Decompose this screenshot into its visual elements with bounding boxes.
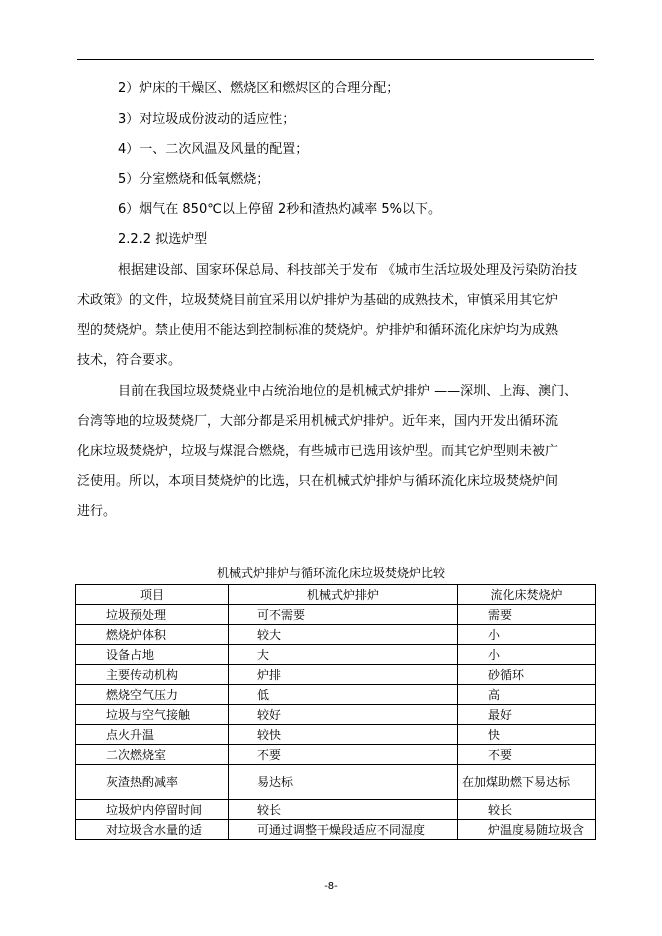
table-cell: 可通过调整干燥段适应不同湿度	[229, 820, 458, 840]
table-cell: 砂循环	[458, 665, 596, 685]
table-cell: 炉温度易随垃圾含	[458, 820, 596, 840]
table-header-cell: 项目	[76, 585, 229, 605]
section-heading: 2.2.2 拟选炉型	[118, 232, 208, 247]
table-cell: 可不需要	[229, 605, 458, 625]
table-cell: 主要传动机构	[76, 665, 229, 685]
table-row	[76, 705, 596, 725]
list-item: 5）分室燃烧和低氧燃烧；	[118, 172, 270, 187]
table-row	[76, 800, 596, 820]
table-cell: 二次燃烧室	[76, 745, 229, 765]
table-row	[76, 605, 596, 625]
paragraph-line: 技术，符合要求。	[77, 353, 182, 368]
table-cell: 大	[229, 645, 458, 665]
table-header-cell: 流化床焚烧炉	[458, 585, 596, 605]
table-cell: 点火升温	[76, 725, 229, 745]
paragraph-line: 术政策》的文件，垃圾焚烧目前宜采用以炉排炉为基础的成熟技术，审慎采用其它炉	[77, 293, 559, 308]
table-cell: 垃圾炉内停留时间	[76, 800, 229, 820]
table-header-cell: 机械式炉排炉	[229, 585, 458, 605]
paragraph-line: 型的焚烧炉。禁止使用不能达到控制标准的焚烧炉。炉排炉和循环流化床炉均为成熟	[77, 323, 559, 338]
table-cell: 灰渣热酌减率	[76, 765, 229, 800]
table-cell: 对垃圾含水量的适	[76, 820, 229, 840]
paragraph-line: 台湾等地的垃圾焚烧厂，大部分都是采用机械式炉排炉。近年来，国内开发出循环流	[77, 414, 559, 429]
table-row	[76, 745, 596, 765]
table-row	[76, 625, 596, 645]
table-row	[76, 765, 596, 800]
table-cell: 较长	[458, 800, 596, 820]
table-cell: 垃圾预处理	[76, 605, 229, 625]
header-rule	[77, 59, 594, 60]
table-cell: 快	[458, 725, 596, 745]
paragraph-line: 进行。	[77, 504, 117, 519]
table-cell: 燃烧炉体积	[76, 625, 229, 645]
table-header-row	[76, 585, 596, 605]
table-cell: 较快	[229, 725, 458, 745]
table-cell: 易达标	[229, 765, 458, 800]
paragraph-line: 根据建设部、国家环保总局、科技部关于发布 《城市生活垃圾处理及污染防治技	[118, 263, 578, 278]
table-cell: 不要	[458, 745, 596, 765]
table-cell: 燃烧空气压力	[76, 685, 229, 705]
comparison-table	[75, 584, 596, 840]
table-cell: 高	[458, 685, 596, 705]
table-cell: 小	[458, 625, 596, 645]
table-row	[76, 725, 596, 745]
table-cell: 不要	[229, 745, 458, 765]
table-row	[76, 685, 596, 705]
page-number: -8-	[324, 881, 338, 892]
table-cell: 低	[229, 685, 458, 705]
table-cell: 设备占地	[76, 645, 229, 665]
table-cell: 较大	[229, 625, 458, 645]
table-caption: 机械式炉排炉与循环流化床垃圾焚烧炉比较	[216, 566, 445, 580]
paragraph-line: 目前在我国垃圾焚烧业中占统治地位的是机械式炉排炉 ——深圳、上海、澳门、	[118, 384, 578, 399]
paragraph-line: 泛使用。所以，本项目焚烧炉的比选，只在机械式炉排炉与循环流化床垃圾焚烧炉间	[77, 474, 559, 489]
table-cell: 垃圾与空气接触	[76, 705, 229, 725]
table-cell: 小	[458, 645, 596, 665]
table-row	[76, 665, 596, 685]
paragraph-line: 化床垃圾焚烧炉，垃圾与煤混合燃烧，有些城市已选用该炉型。而其它炉型则未被广	[77, 444, 559, 459]
list-item: 4）一、二次风温及风量的配置；	[118, 142, 309, 157]
list-item: 2）炉床的干燥区、燃烧区和燃烬区的合理分配；	[118, 81, 400, 96]
table-cell: 需要	[458, 605, 596, 625]
table-cell: 最好	[458, 705, 596, 725]
table-cell: 炉排	[229, 665, 458, 685]
table-row	[76, 645, 596, 665]
table-cell: 较好	[229, 705, 458, 725]
table-row	[76, 820, 596, 840]
table-cell: 较长	[229, 800, 458, 820]
list-item: 6）烟气在 850℃以上停留 2秒和渣热灼减率 5%以下。	[118, 202, 441, 217]
table-cell: 在加煤助燃下易达标	[458, 765, 596, 800]
list-item: 3）对垃圾成份波动的适应性；	[118, 112, 296, 127]
